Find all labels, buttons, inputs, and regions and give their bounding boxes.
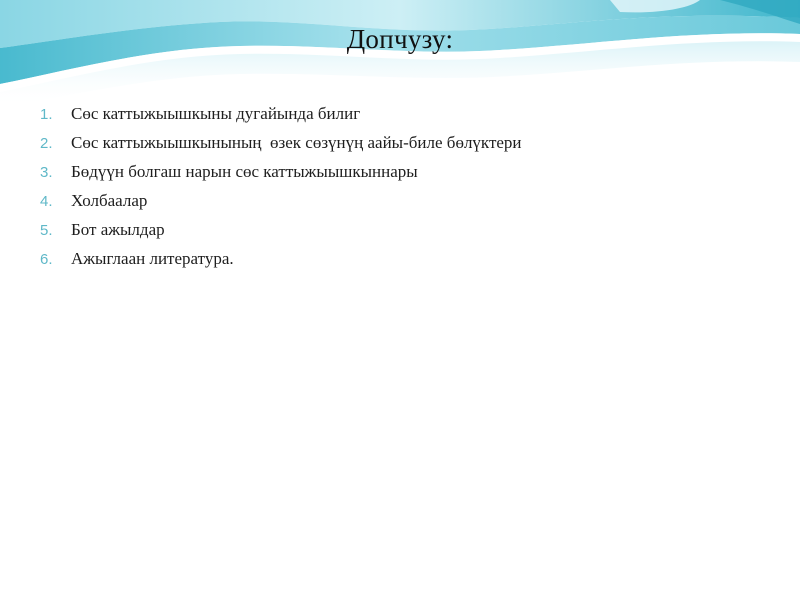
list-item-text: Сөс каттыжыышкыны дугайында билиг: [71, 104, 361, 123]
content-list: [40, 104, 522, 278]
list-item-text: Ажыглаан литература.: [71, 249, 234, 268]
list-item-number: 1.: [40, 106, 53, 123]
list-item-number: 6.: [40, 251, 53, 268]
list-item: [40, 104, 522, 133]
list-item-number: 3.: [40, 164, 53, 181]
list-item: [40, 162, 522, 191]
list-item-number: 5.: [40, 222, 53, 239]
slide-title: Допчузу:: [346, 24, 454, 54]
wave-decoration: [0, 0, 800, 110]
list-item-text: Сөс каттыжыышкынының өзек сөзүнүң аайы-биле бөлүктери: [71, 133, 522, 152]
list-item: [40, 133, 522, 162]
list-item: [40, 220, 522, 249]
list-item-text: Бот ажылдар: [71, 220, 165, 239]
list-item: [40, 191, 522, 220]
list-item-number: 4.: [40, 193, 53, 210]
list-item-text: Холбаалар: [71, 191, 148, 210]
list-item-text: Бөдүүн болгаш нарын сөс каттыжыышкыннары: [71, 162, 418, 181]
list-item-number: 2.: [40, 135, 53, 152]
list-item: [40, 249, 522, 278]
